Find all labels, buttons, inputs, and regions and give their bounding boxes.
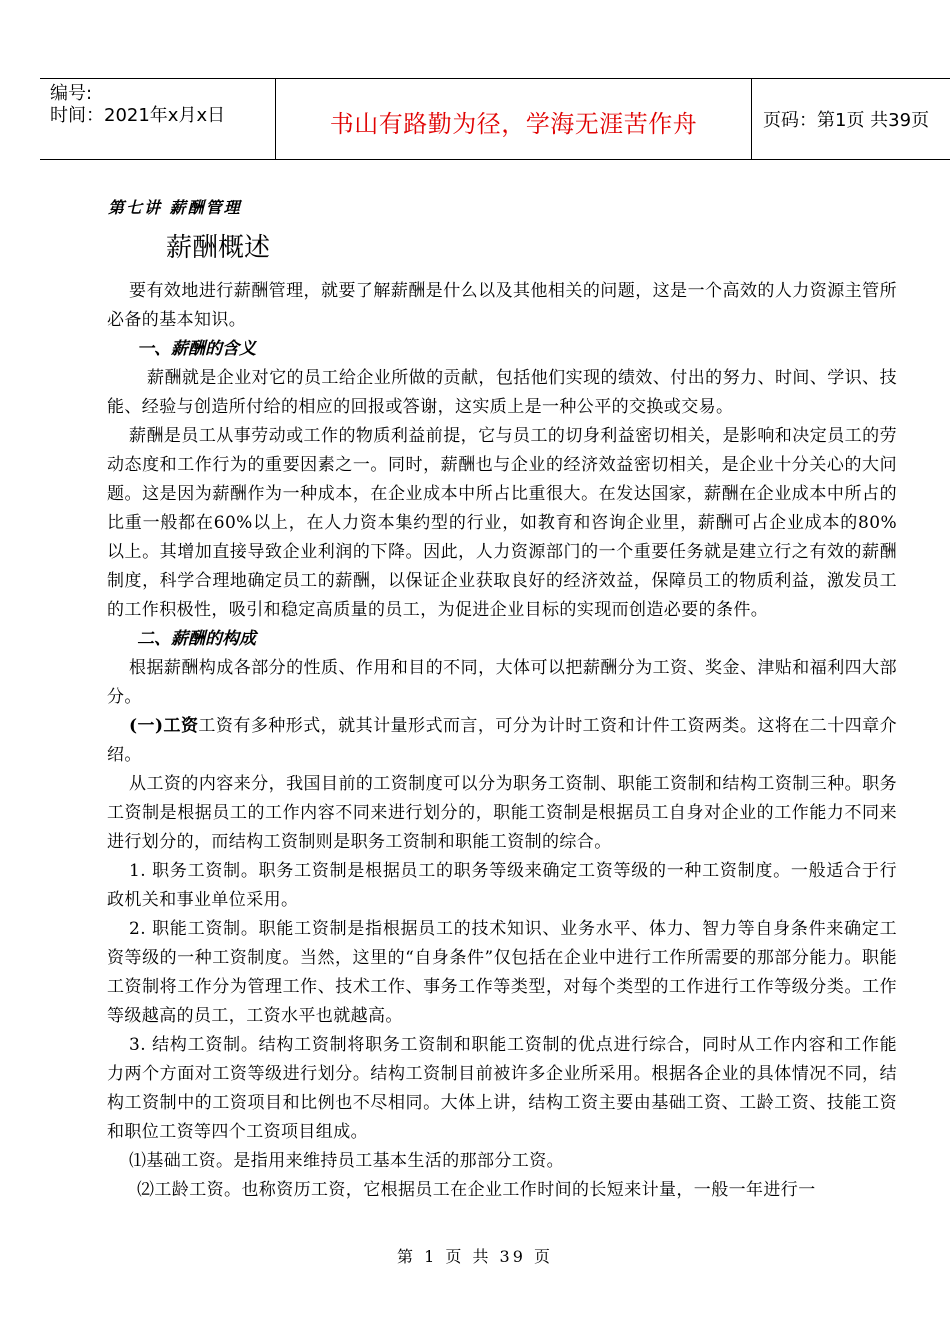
lecture-title: 第七讲 薪酬管理 bbox=[108, 198, 242, 217]
header-motto-cell bbox=[275, 79, 752, 159]
paragraph-definition: 薪酬就是企业对它的员工给企业所做的贡献，包括他们实现的绩效、付出的努力、时间、学识、技能、经验与创造所付给的相应的回报或答谢，这实质上是一种公平的交换或交易。 bbox=[107, 368, 897, 417]
paragraph-composition: 根据薪酬构成各部分的性质、作用和目的不同，大体可以把薪酬分为工资、奖金、津贴和福利四大部分。 bbox=[107, 658, 897, 707]
page-number-label: 页码：第1页 共39页 bbox=[763, 110, 930, 131]
subheading-meaning: 一、薪酬的含义 bbox=[137, 339, 256, 359]
intro-paragraph: 要有效地进行薪酬管理，就要了解薪酬是什么以及其他相关的问题，这是一个高效的人力资源主管所必备的基本知识。 bbox=[107, 281, 897, 330]
paragraph-seniority-wage: ⑵工龄工资。也称资历工资，它根据员工在企业工作时间的长短来计量，一般一年进行一 bbox=[137, 1180, 816, 1200]
document-header bbox=[40, 78, 950, 160]
paragraph-function-wage: 2. 职能工资制。职能工资制是指根据员工的技术知识、业务水平、体力、智力等自身条件来确定工资等级的一种工资制度。当然，这里的“自身条件”仅包括在企业中进行工作所需要的那部分能力。职能工资制将工作分为管理工作、技术工作、事务工作等类型，对每个类型的工作进行工作等级分类。工作等级越高的员工，工资水平也就越高。 bbox=[107, 919, 897, 1026]
subheading-composition: 二、薪酬的构成 bbox=[137, 629, 256, 649]
header-info-cell bbox=[40, 79, 275, 159]
wage-text: 工资有多种形式，就其计量形式而言，可分为计时工资和计件工资两类。这将在二十四章介绍。 bbox=[107, 716, 897, 765]
paragraph-wage-systems: 从工资的内容来分，我国目前的工资制度可以分为职务工资制、职能工资制和结构工资制三种。职务工资制是根据员工的工作内容不同来进行划分的，职能工资制是根据员工自身对企业的工作能力不同来进行划分的，而结构工资制则是职务工资制和职能工资制的综合。 bbox=[107, 774, 897, 852]
time-label: 时间：2021年x月x日 bbox=[50, 105, 226, 126]
paragraph-wage bbox=[107, 712, 897, 770]
document-body bbox=[107, 277, 897, 1205]
motto-text: 书山有路勤为径，学海无涯苦作舟 bbox=[329, 110, 698, 138]
paragraph-base-wage: ⑴基础工资。是指用来维持员工基本生活的那部分工资。 bbox=[129, 1151, 564, 1171]
wage-heading: (一)工资 bbox=[129, 716, 199, 736]
paragraph-position-wage: 1. 职务工资制。职务工资制是根据员工的职务等级来确定工资等级的一种工资制度。一般适合于行政机关和事业单位采用。 bbox=[107, 861, 897, 910]
page-footer: 第 1 页 共 39 页 bbox=[397, 1247, 553, 1266]
paragraph-structure-wage: 3. 结构工资制。结构工资制将职务工资制和职能工资制的优点进行综合，同时从工作内容和工作能力两个方面对工资等级进行划分。结构工资制目前被许多企业所采用。根据各企业的具体情况不同，结构工资制中的工资项目和比例也不尽相同。大体上讲，结构工资主要由基础工资、工龄工资、技能工资和职位工资等四个工资项目组成。 bbox=[107, 1035, 897, 1142]
number-label: 编号: bbox=[50, 83, 93, 104]
section-title: 薪酬概述 bbox=[166, 233, 271, 263]
header-page-cell bbox=[751, 79, 950, 159]
paragraph-importance: 薪酬是员工从事劳动或工作的物质利益前提，它与员工的切身利益密切相关，是影响和决定员工的劳动态度和工作行为的重要因素之一。同时，薪酬也与企业的经济效益密切相关，是企业十分关心的大问题。这是因为薪酬作为一种成本，在企业成本中所占比重很大。在发达国家，薪酬在企业成本中所占的比重一般都在60%以上，在人力资本集约型的行业，如教育和咨询企业里，薪酬可占企业成本的80%以上。其增加直接导致企业利润的下降。因此，人力资源部门的一个重要任务就是建立行之有效的薪酬制度，科学合理地确定员工的薪酬，以保证企业获取良好的经济效益，保障员工的物质利益，激发员工的工作积极性，吸引和稳定高质量的员工，为促进企业目标的实现而创造必要的条件。 bbox=[107, 426, 897, 620]
